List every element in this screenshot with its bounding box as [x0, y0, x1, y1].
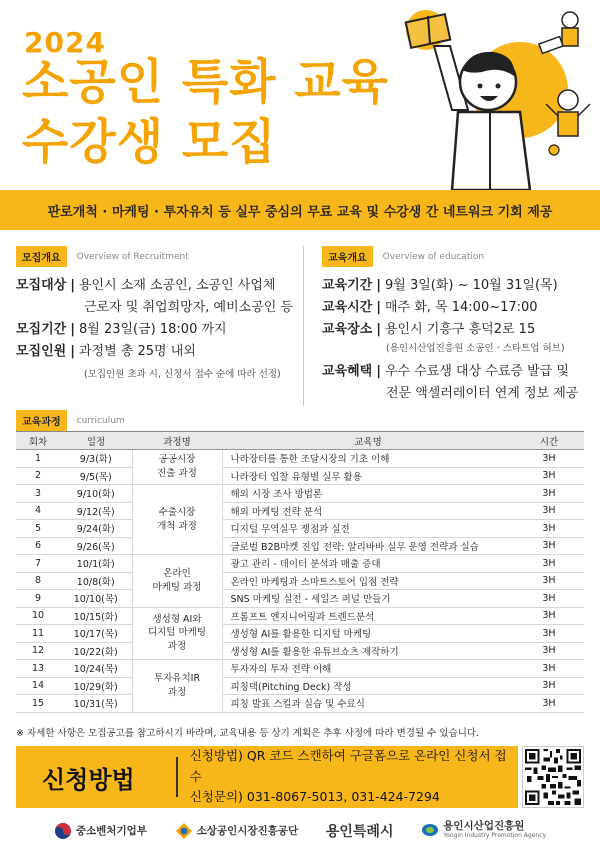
cell-course-group: 공공시장 진출 과정 [132, 450, 222, 485]
cell-date: 9/10(화) [60, 485, 132, 503]
cell-time: 3H [514, 555, 584, 573]
education-tag-sub: Overview of education [382, 251, 485, 262]
recruitment-target: 모집대상 | 용인시 소재 소공인, 소공인 사업체 [16, 278, 276, 293]
table-header-row [16, 432, 584, 450]
apply-method: 신청방법) QR 코드 스캔하여 구글폼으로 온라인 신청서 접수 [189, 748, 507, 784]
curriculum-tag: 교육과정 [16, 410, 67, 431]
cell-time: 3H [514, 607, 584, 625]
table-row [16, 537, 584, 555]
education-header [322, 246, 484, 267]
edu-benefit-line1: 우수 수료생 대상 수료증 발급 및 [384, 364, 569, 379]
cell-no: 10 [16, 607, 60, 625]
person-with-book-illustration [370, 0, 600, 190]
cell-no: 14 [16, 677, 60, 695]
apply-divider [176, 757, 178, 797]
curriculum-header [16, 410, 125, 431]
recruitment-header [16, 246, 189, 267]
table-row [16, 590, 584, 608]
taegeuk-icon [54, 822, 72, 840]
cell-time: 3H [514, 450, 584, 468]
cell-date: 10/15(화) [60, 607, 132, 625]
logo-yongin: 용인특례시 [325, 823, 394, 840]
curriculum-tag-sub: curriculum [76, 415, 125, 426]
edu-benefit-label: 교육혜택 [322, 364, 373, 379]
cell-course-group: 생성형 AI와 디지털 마케팅 과정 [132, 607, 222, 660]
col-header-no: 회차 [16, 432, 60, 450]
cell-date: 10/17(목) [60, 625, 132, 643]
table-row [16, 572, 584, 590]
page-title-line1: 소공인 특화 교육 [22, 54, 389, 110]
cell-lecture: 피칭덱(Pitching Deck) 작성 [222, 677, 514, 695]
cell-date: 9/24(화) [60, 520, 132, 538]
target-line2: 근로자 및 취업희망자, 예비소공인 등 [84, 300, 294, 315]
apply-title: 신청방법 [42, 765, 135, 794]
cell-date: 9/12(목) [60, 502, 132, 520]
cell-time: 3H [514, 590, 584, 608]
cell-no: 15 [16, 695, 60, 713]
cell-date: 10/31(목) [60, 695, 132, 713]
logo-mss: 중소벤처기업부 [54, 822, 147, 840]
cell-lecture: 투자자의 투자 전략 이해 [222, 660, 514, 678]
logo-yipa: 용인시산업진흥원 Yongin Industry Promotion Agency [421, 821, 546, 839]
table-row [16, 555, 584, 573]
cell-course-group: 투자유치IR 과정 [132, 660, 222, 713]
yipa-icon [421, 821, 439, 839]
target-label: 모집대상 [16, 278, 67, 293]
cell-course-group: 수출시장 개척 과정 [132, 485, 222, 555]
cell-no: 9 [16, 590, 60, 608]
cell-lecture: 생성형 AI를 활용한 디지털 마케팅 [222, 625, 514, 643]
cell-time: 3H [514, 537, 584, 555]
col-header-course: 과정명 [132, 432, 222, 450]
edu-period-value: 9월 3일(화) ~ 10월 31일(목) [384, 278, 558, 293]
cell-course-group: 온라인 마케팅 과정 [132, 555, 222, 608]
education-period: 교육기간 | 9월 3일(화) ~ 10월 31일(목) [322, 278, 558, 293]
cell-lecture: 온라인 마케팅과 스마트스토어 입점 전략 [222, 572, 514, 590]
table-row [16, 502, 584, 520]
period-value: 8월 23일(금) 18:00 까지 [78, 322, 227, 337]
semas-icon [175, 822, 193, 840]
col-header-lecture: 교육명 [222, 432, 514, 450]
cell-date: 9/26(목) [60, 537, 132, 555]
recruitment-tag: 모집개요 [16, 246, 67, 267]
apply-lines [190, 746, 518, 808]
table-row [16, 695, 584, 713]
cell-no: 2 [16, 467, 60, 485]
apply-contact: 신청문의) 031-8067-5013, 031-424-7294 [189, 789, 440, 805]
qr-code[interactable] [522, 746, 584, 808]
table-row [16, 485, 584, 503]
edu-place-value: 용인시 기흥구 흥덕2로 15 [384, 322, 536, 337]
cell-lecture: 생성형 AI를 활용한 유튜브쇼츠 제작하기 [222, 642, 514, 660]
cell-date: 10/1(화) [60, 555, 132, 573]
table-row [16, 450, 584, 468]
cell-lecture: 디지털 무역실무 쟁점과 실전 [222, 520, 514, 538]
cell-time: 3H [514, 660, 584, 678]
year-label: 2024 [24, 26, 106, 59]
cell-lecture: SNS 마케팅 실전 - 세일즈 퍼널 만들기 [222, 590, 514, 608]
logo-semas: 소상공인시장진흥공단 [175, 822, 298, 840]
cell-lecture: 글로벌 B2B마켓 진입 전략: 알리바바 실무 운영 전략과 실습 [222, 537, 514, 555]
recruitment-tag-sub: Overview of Recruitment [76, 251, 189, 262]
cell-date: 9/5(목) [60, 467, 132, 485]
cell-lecture: 나라장터를 통한 조달시장의 기초 이해 [222, 450, 514, 468]
cell-date: 10/22(화) [60, 642, 132, 660]
edu-period-label: 교육기간 [322, 278, 373, 293]
quota-note: (모집인원 초과 시, 신청서 접수 순에 따라 선정) [84, 369, 281, 380]
cell-no: 8 [16, 572, 60, 590]
cell-time: 3H [514, 502, 584, 520]
cell-lecture: 프롬프트 엔지니어링과 트렌드분석 [222, 607, 514, 625]
cell-time: 3H [514, 695, 584, 713]
cell-date: 10/8(화) [60, 572, 132, 590]
recruitment-period: 모집기간 | 8월 23일(금) 18:00 까지 [16, 322, 227, 337]
table-row [16, 467, 584, 485]
target-line1: 용인시 소재 소공인, 소공인 사업체 [78, 278, 276, 293]
edu-place-note: (용인시산업진흥원 소공인 · 스타트업 허브) [386, 343, 565, 354]
quota-label: 모집인원 [16, 344, 67, 359]
cell-time: 3H [514, 642, 584, 660]
cell-no: 11 [16, 625, 60, 643]
cell-date: 9/3(화) [60, 450, 132, 468]
edu-time-value: 매주 화, 목 14:00~17:00 [384, 300, 538, 315]
summary-banner-text: 판로개척 · 마케팅 · 투자유치 등 실무 중심의 무료 교육 및 수강생 간 네트워크 기회 제공 [47, 204, 553, 220]
cell-time: 3H [514, 572, 584, 590]
cell-lecture: 해외 마케팅 전략 분석 [222, 502, 514, 520]
cell-lecture: 광고 관리 - 데이터 분석과 매출 증대 [222, 555, 514, 573]
cell-time: 3H [514, 467, 584, 485]
cell-no: 5 [16, 520, 60, 538]
footnote: ※ 자세한 사항은 모집공고를 참고하시기 바라며, 교육내용 등 상기 계획은 추후 사정에 따라 변경될 수 있습니다. [16, 728, 480, 739]
table-row [16, 520, 584, 538]
cell-no: 3 [16, 485, 60, 503]
edu-benefit-line2: 전문 액셀러레이터 연계 정보 제공 [386, 386, 579, 401]
small-person-icon [539, 12, 578, 53]
cell-no: 7 [16, 555, 60, 573]
education-place: 교육장소 | 용인시 기흥구 흥덕2로 15 [322, 322, 536, 337]
table-row [16, 642, 584, 660]
cell-date: 10/10(목) [60, 590, 132, 608]
col-header-date: 일정 [60, 432, 132, 450]
cell-no: 12 [16, 642, 60, 660]
cell-lecture: 해외 시장 조사 방법론 [222, 485, 514, 503]
cell-time: 3H [514, 520, 584, 538]
period-label: 모집기간 [16, 322, 67, 337]
logo-bar [0, 812, 600, 849]
education-benefit: 교육혜택 | 우수 수료생 대상 수료증 발급 및 [322, 364, 569, 379]
table-row [16, 677, 584, 695]
cell-lecture: 나라장터 입찰 유형별 실무 활용 [222, 467, 514, 485]
cell-no: 6 [16, 537, 60, 555]
table-row [16, 607, 584, 625]
recruitment-quota: 모집인원 | 과정별 총 25명 내외 [16, 344, 196, 359]
quota-value: 과정별 총 25명 내외 [78, 344, 196, 359]
cell-lecture: 피칭 발표 스킬과 실습 및 수료식 [222, 695, 514, 713]
page-title-line2: 수강생 모집 [22, 114, 277, 170]
cell-date: 10/29(화) [60, 677, 132, 695]
summary-banner [0, 190, 600, 230]
cell-date: 10/24(목) [60, 660, 132, 678]
education-tag: 교육개요 [322, 246, 373, 267]
curriculum-table [16, 431, 584, 713]
cell-no: 4 [16, 502, 60, 520]
table-row [16, 660, 584, 678]
section-divider [303, 246, 304, 406]
cell-no: 1 [16, 450, 60, 468]
edu-place-label: 교육장소 [322, 322, 373, 337]
apply-box [16, 746, 518, 808]
table-row [16, 625, 584, 643]
education-time: 교육시간 | 매주 화, 목 14:00~17:00 [322, 300, 538, 315]
cell-time: 3H [514, 485, 584, 503]
cell-no: 13 [16, 660, 60, 678]
cell-time: 3H [514, 625, 584, 643]
cell-time: 3H [514, 677, 584, 695]
col-header-time: 시간 [514, 432, 584, 450]
edu-time-label: 교육시간 [322, 300, 373, 315]
